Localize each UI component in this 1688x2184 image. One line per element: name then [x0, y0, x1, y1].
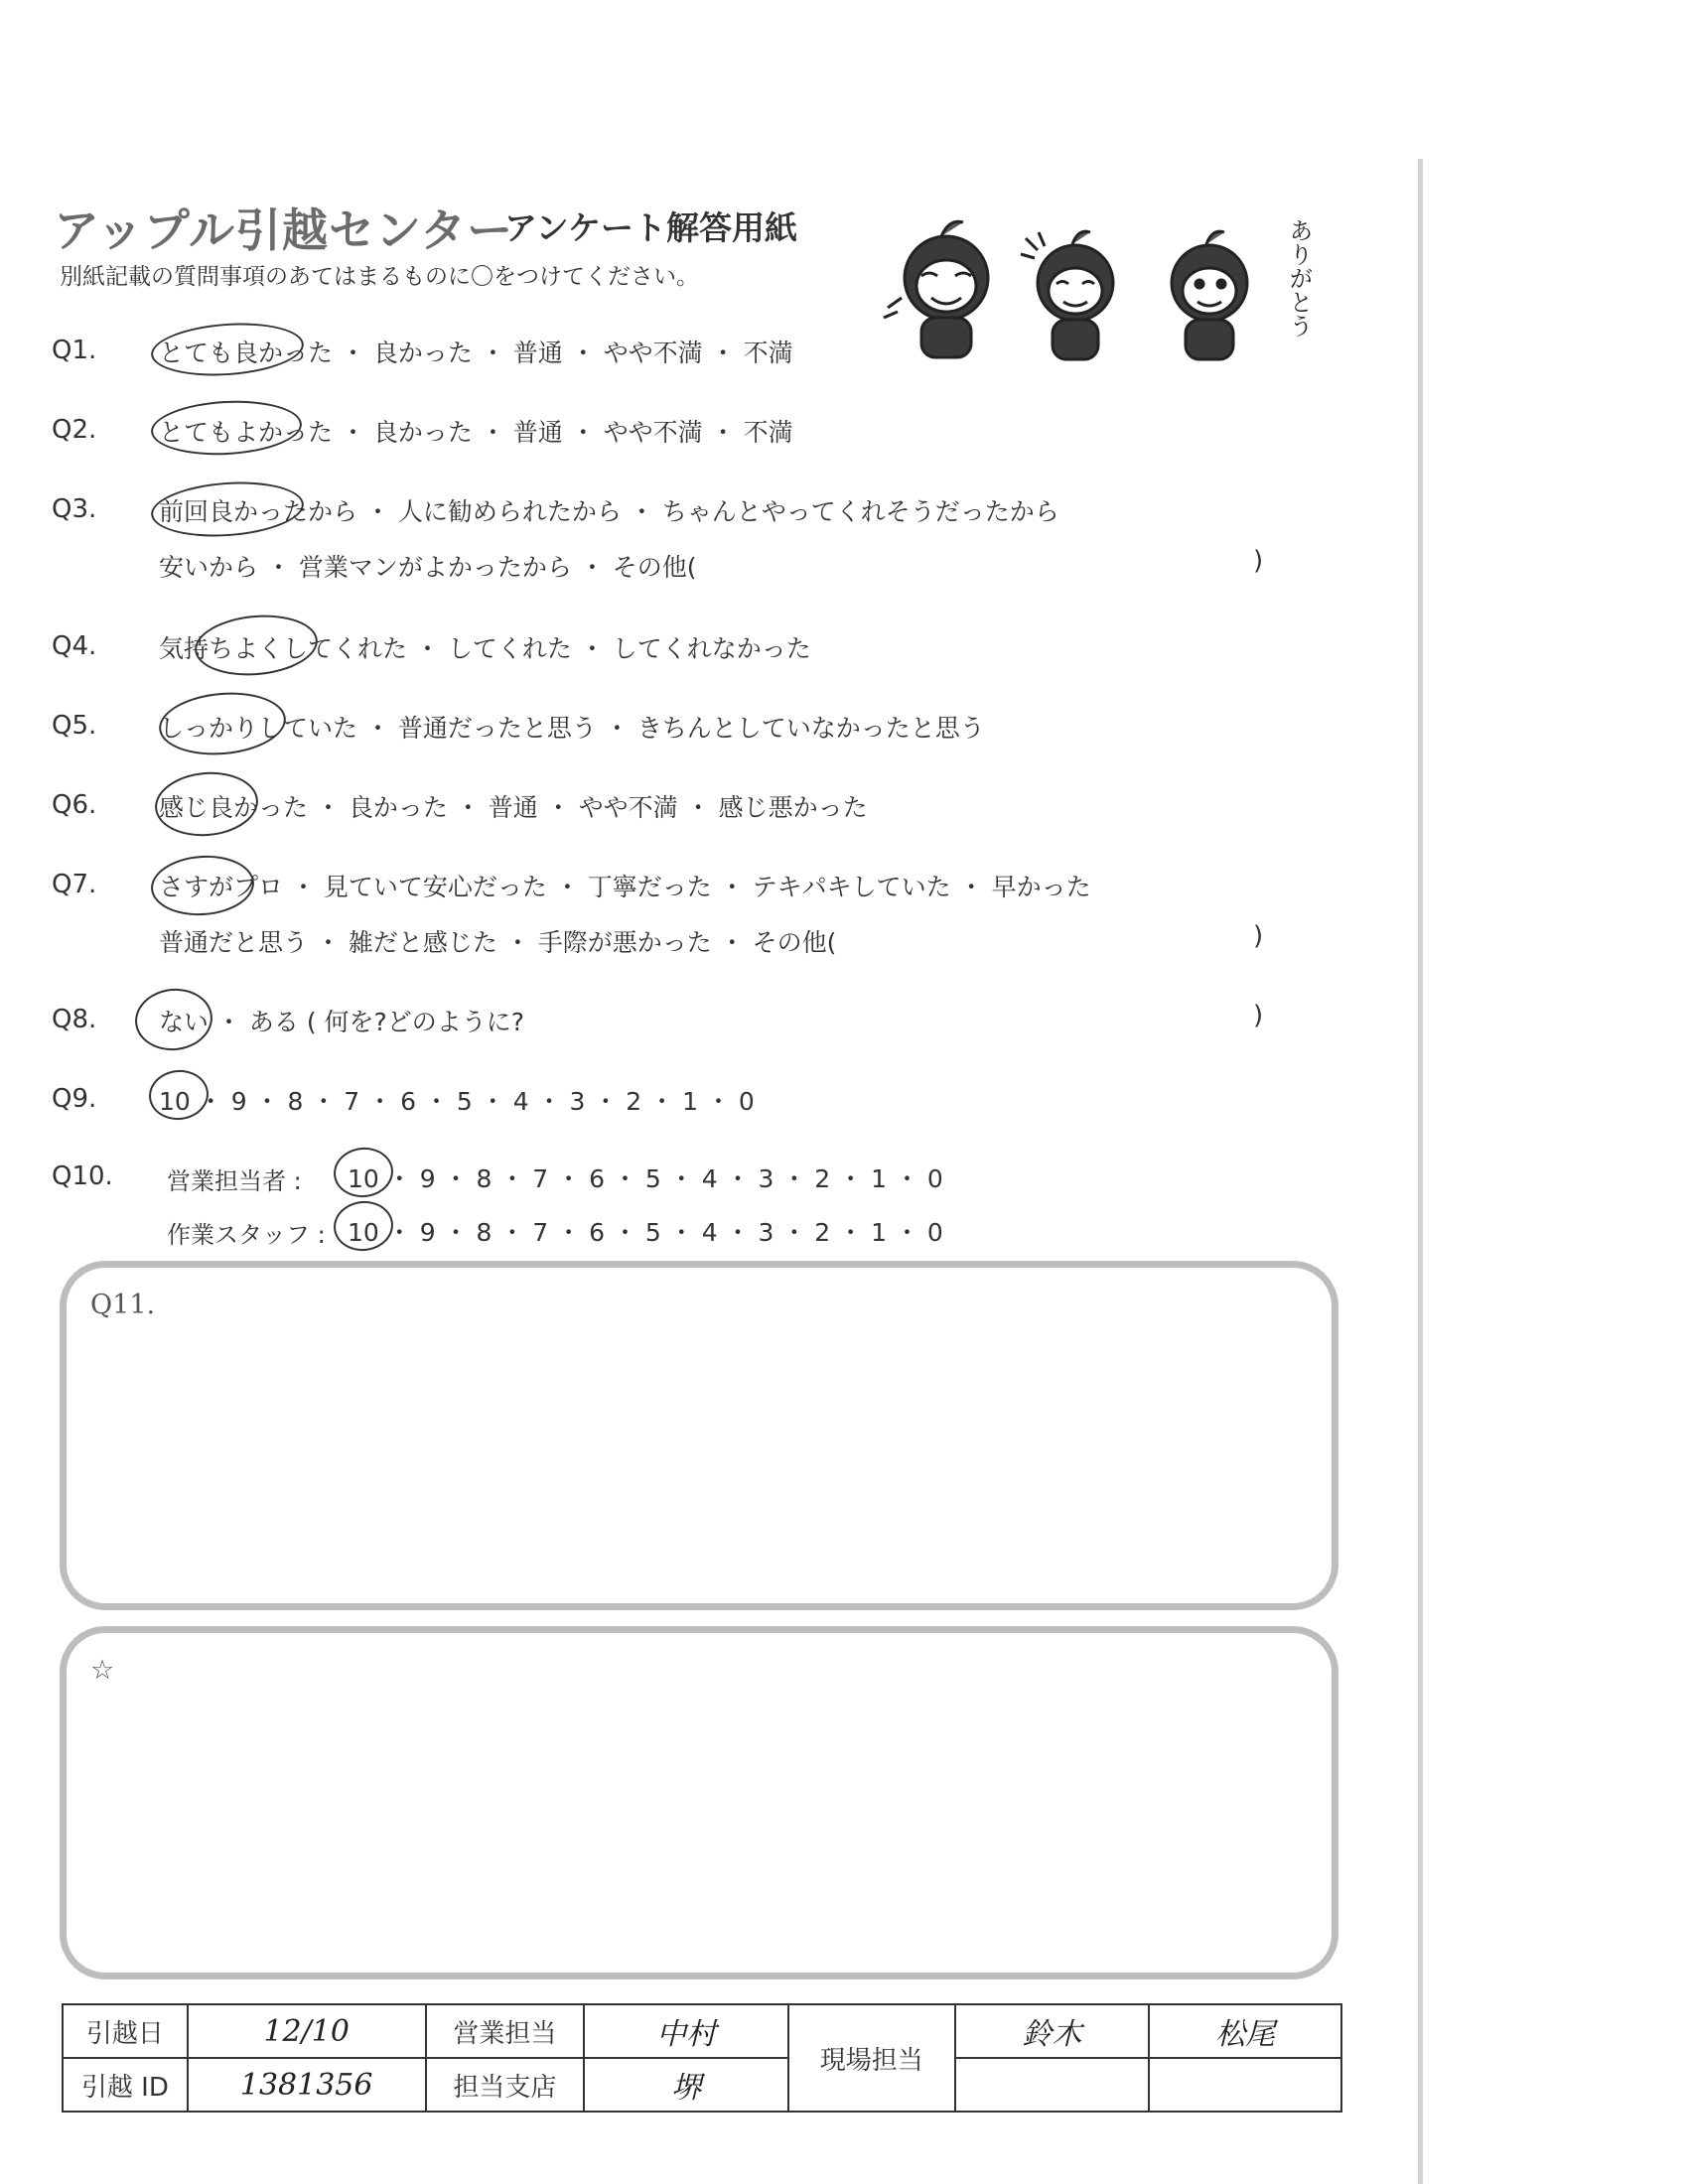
branch-value[interactable]: 堺: [584, 2058, 788, 2112]
q7-options-line1: さすがプロ ・ 見ていて安心だった ・ 丁寧だった ・ テキパキしていた ・ 早かった: [159, 873, 1091, 901]
q10-staff-label: 作業スタッフ :: [167, 1221, 326, 1249]
q1-number: Q1.: [52, 336, 97, 365]
star-comment-box[interactable]: [60, 1626, 1338, 1979]
q1-options: とても良かった ・ 良かった ・ 普通 ・ やや不満 ・ 不満: [159, 339, 793, 367]
q11-comment-box[interactable]: [60, 1261, 1338, 1610]
instruction-text: 別紙記載の質問事項のあてはまるものに〇をつけてください。: [60, 264, 699, 290]
q3-options-line2: 安いから ・ 営業マンがよかったから ・ その他(: [159, 553, 697, 582]
monkey-icon: [884, 221, 988, 357]
q5-options: しっかりしていた ・ 普通だったと思う ・ きちんとしていなかったと思う: [159, 714, 985, 743]
q10-sales-label: 営業担当者 :: [167, 1167, 302, 1195]
q4-answer-circle: [193, 611, 321, 681]
q3-number: Q3.: [52, 494, 97, 524]
field-rep-3-value[interactable]: [955, 2058, 1150, 2112]
q8-close-paren: ): [1253, 1001, 1264, 1030]
monkey-icon: [1021, 231, 1113, 359]
q9-scale: 10 ・ 9 ・ 8 ・ 7 ・ 6 ・ 5 ・ 4 ・ 3 ・ 2 ・ 1 ・ 0: [159, 1087, 755, 1116]
q10-sales-scale: 10 ・ 9 ・ 8 ・ 7 ・ 6 ・ 5 ・ 4 ・ 3 ・ 2 ・ 1 ・ 0: [348, 1164, 943, 1193]
q9-number: Q9.: [52, 1084, 97, 1114]
q3-options-line1: 前回良かったから ・ 人に勧められたから ・ ちゃんとやってくれそうだったから: [159, 497, 1059, 526]
branch-label: 担当支店: [426, 2058, 585, 2112]
q7-number: Q7.: [52, 870, 97, 899]
q7-close-paren: ): [1253, 921, 1264, 951]
q8-answer-circle: [132, 985, 215, 1054]
field-rep-label: 現場担当: [788, 2004, 955, 2112]
q5-answer-circle: [157, 688, 289, 760]
q6-number: Q6.: [52, 790, 97, 820]
q6-options: 感じ良かった ・ 良かった ・ 普通 ・ やや不満 ・ 感じ悪かった: [159, 793, 868, 822]
q7-answer-circle: [149, 852, 256, 918]
q8-number: Q8.: [52, 1005, 97, 1034]
q3-close-paren: ): [1253, 546, 1264, 576]
q6-answer-circle: [152, 768, 260, 841]
q8-options: ない ・ ある ( 何を?どのように?: [159, 1008, 525, 1036]
q5-number: Q5.: [52, 711, 97, 741]
star-icon: ☆: [90, 1655, 115, 1686]
field-rep-1-value[interactable]: 鈴木: [955, 2004, 1150, 2058]
move-info-table: [62, 2003, 1342, 2113]
q11-label: Q11.: [90, 1290, 156, 1320]
sales-rep-value[interactable]: 中村: [584, 2004, 788, 2058]
move-id-value[interactable]: 1381356: [188, 2058, 426, 2112]
field-rep-4-value[interactable]: [1149, 2058, 1341, 2112]
q10-staff-scale: 10 ・ 9 ・ 8 ・ 7 ・ 6 ・ 5 ・ 4 ・ 3 ・ 2 ・ 1 ・ 0: [348, 1218, 943, 1247]
q4-number: Q4.: [52, 631, 97, 661]
q2-number: Q2.: [52, 415, 97, 445]
q4-options: 気持ちよくしてくれた ・ してくれた ・ してくれなかった: [159, 634, 811, 663]
move-date-label: 引越日: [63, 2004, 188, 2058]
monkey-mascots-illustration: [862, 199, 1329, 377]
field-rep-2-value[interactable]: 松尾: [1149, 2004, 1341, 2058]
q2-options: とてもよかった ・ 良かった ・ 普通 ・ やや不満 ・ 不満: [159, 418, 793, 447]
form-title: アンケート解答用紙: [504, 208, 798, 247]
move-id-label: 引越 ID: [63, 2058, 188, 2112]
q3-answer-circle: [149, 478, 305, 542]
q2-answer-circle: [150, 397, 304, 459]
q1-answer-circle: [149, 319, 305, 381]
page-edge-shadow: [1418, 159, 1423, 2184]
sales-rep-label: 営業担当: [426, 2004, 585, 2058]
q7-options-line2: 普通だと思う ・ 雑だと感じた ・ 手際が悪かった ・ その他(: [159, 928, 837, 957]
monkey-icon: [1172, 231, 1247, 359]
mascot-caption: ありがとう: [1285, 218, 1313, 338]
move-date-value[interactable]: 12/10: [188, 2004, 426, 2058]
q10-number: Q10.: [52, 1161, 113, 1191]
company-title: アップル引越センター: [54, 204, 514, 257]
